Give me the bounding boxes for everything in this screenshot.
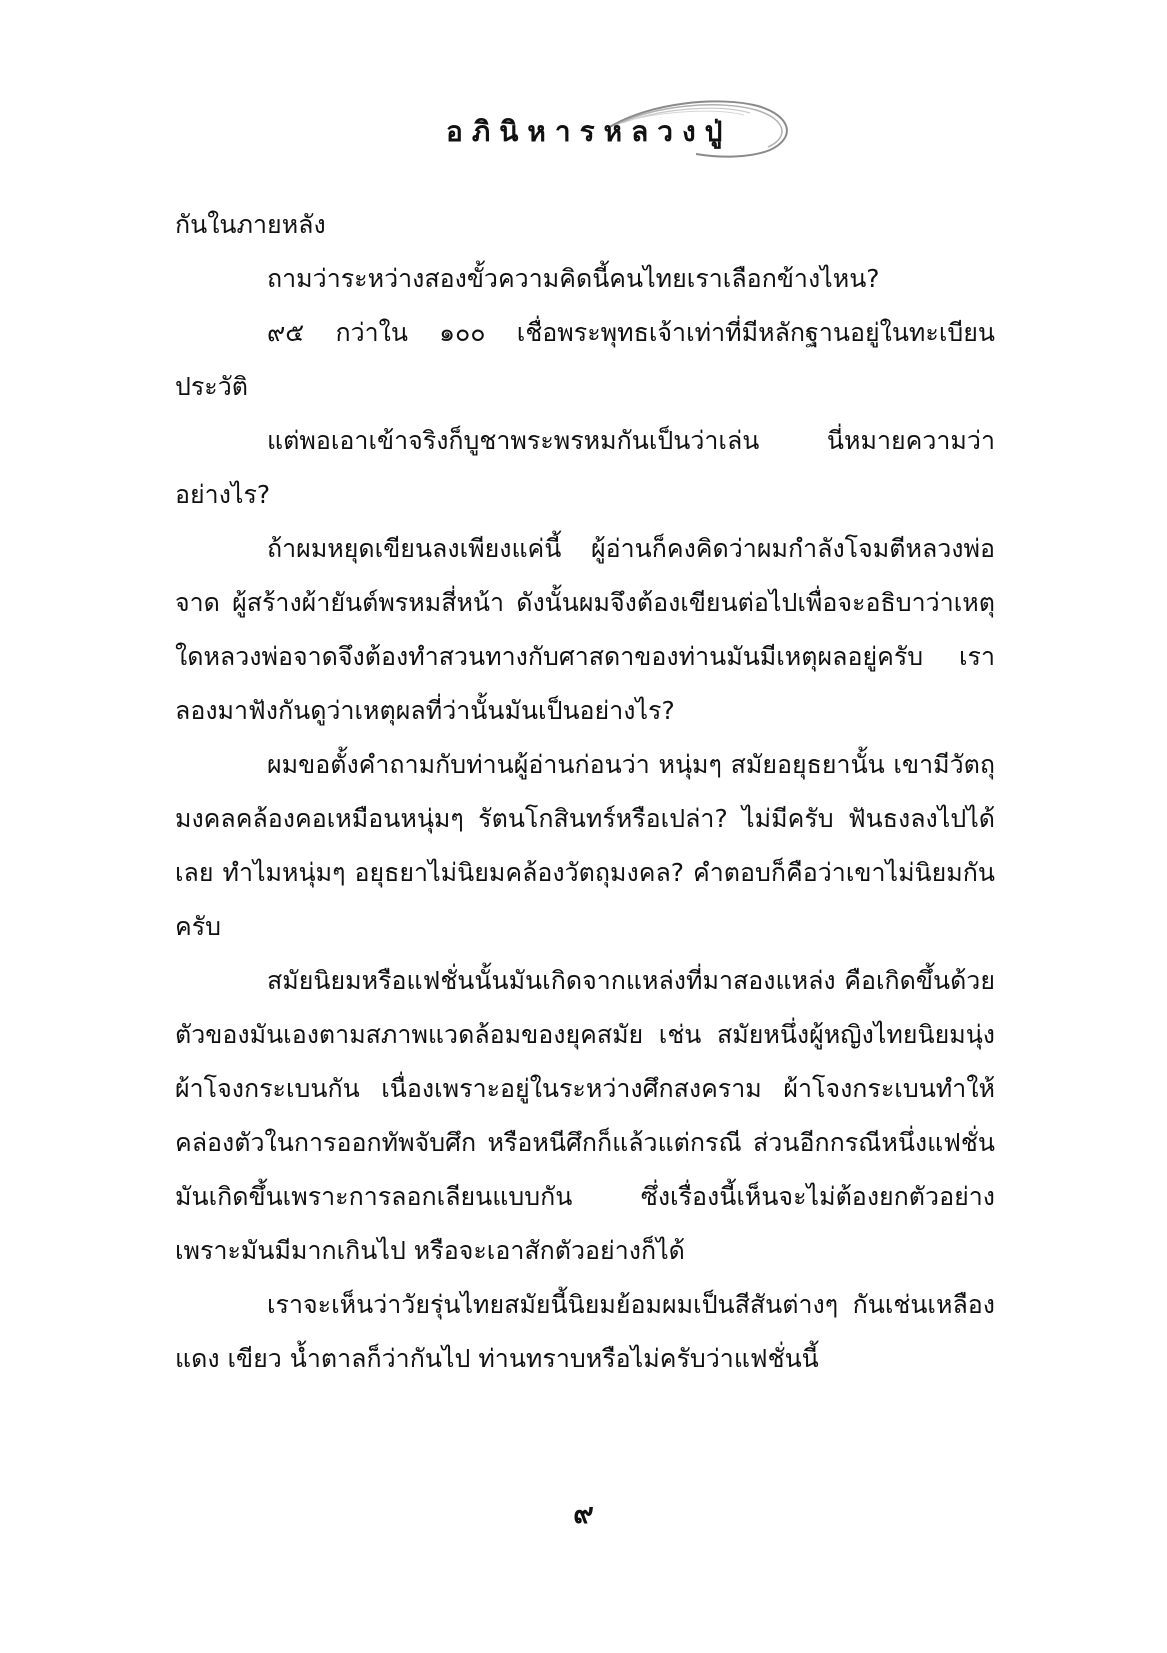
paragraph: เราจะเห็นว่าวัยรุ่นไทยสมัยนี้นิยมย้อมผมเป็นสีสันต่างๆ กันเช่นเหลือง แดง เขียว น้ำตาลก็ว่ากันไป ท่านทราบหรือไม่ครับว่าแฟชั่นนี้	[175, 1290, 995, 1373]
paragraph: ๙๕ กว่าใน ๑๐๐ เชื่อพระพุทธเจ้าเท่าที่มีหลักฐานอยู่ในทะเบียนประวัติ	[175, 318, 995, 401]
body-text	[175, 198, 995, 1386]
paragraph: กันในภายหลัง	[175, 210, 326, 239]
paragraph: ถามว่าระหว่างสองขั้วความคิดนี้คนไทยเราเลือกข้างไหน?	[267, 264, 880, 293]
paragraph: ถ้าผมหยุดเขียนลงเพียงแค่นี้ ผู้อ่านก็คงคิดว่าผมกำลังโจมตีหลวงพ่อจาด ผู้สร้างผ้ายันต์พรหมสี่หน้า ดังนั้นผมจึงต้องเขียนต่อไปเพื่อจะอธิบาว่าเหตุใดหลวงพ่อจาดจึงต้องทำสวนทางกับศาสดาของท่านมันมีเหตุผลอยู่ครับ เราลองมาฟังกันดูว่าเหตุผลที่ว่านั้นมันเป็นอย่างไร?	[175, 534, 995, 725]
page-number: ๙	[573, 1497, 594, 1530]
paragraph: ผมขอตั้งคำถามกับท่านผู้อ่านก่อนว่า หนุ่มๆ สมัยอยุธยานั้น เขามีวัตถุมงคลคล้องคอเหมือนหนุ่มๆ รัตนโกสินทร์หรือเปล่า? ไม่มีครับ ฟันธงลงไปได้เลย ทำไมหนุ่มๆ อยุธยาไม่นิยมคล้องวัตถุมงคล? คำตอบก็คือว่าเขาไม่นิยมกันครับ	[175, 750, 995, 941]
paragraph: สมัยนิยมหรือแฟชั่นนั้นมันเกิดจากแหล่งที่มาสองแหล่ง คือเกิดขึ้นด้วยตัวของมันเองตามสภาพแวดล้อมของยุคสมัย เช่น สมัยหนึ่งผู้หญิงไทยนิยมนุ่งผ้าโจงกระเบนกัน เนื่องเพราะอยู่ในระหว่างศึกสงคราม ผ้าโจงกระเบนทำให้คล่องตัวในการออกทัพจับศึก หรือหนีศึกก็แล้วแต่กรณี ส่วนอีกกรณีหนึ่งแฟชั่นมันเกิดขึ้นเพราะการลอกเลียนแบบกัน ซึ่งเรื่องนี้เห็นจะไม่ต้องยกตัวอย่าง เพราะมันมีมากเกินไป หรือจะเอาสักตัวอย่างก็ได้	[175, 966, 995, 1265]
paragraph: แต่พอเอาเข้าจริงก็บูชาพระพรหมกันเป็นว่าเล่น นี่หมายความว่าอย่างไร?	[175, 426, 995, 509]
book-title: อภินิหารหลวงปู่	[446, 115, 732, 148]
running-header	[0, 96, 1167, 166]
